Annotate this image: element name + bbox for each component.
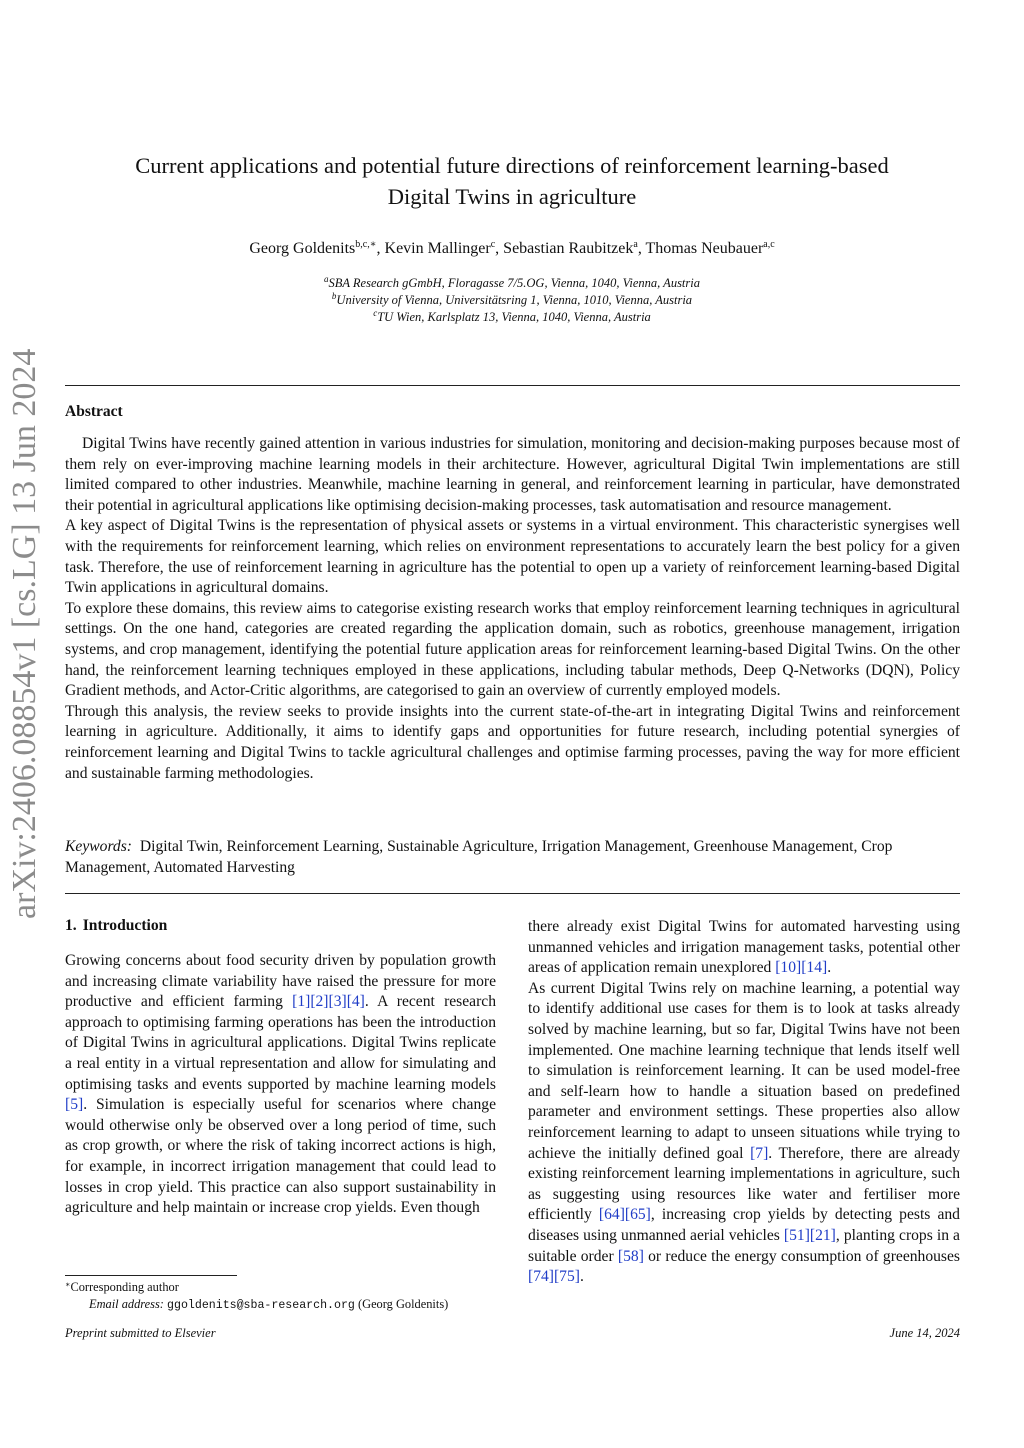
abstract-heading: Abstract (65, 403, 123, 420)
author: Sebastian Raubitzek$^a$, (503, 239, 646, 257)
bottom-divider (65, 893, 960, 894)
footnote-email (65, 1296, 496, 1314)
paper-title (0, 150, 1024, 212)
citation-link[interactable]: [7] (750, 1144, 769, 1162)
footer-date: June 14, 2024 (889, 1326, 960, 1340)
section-title: Introduction (82, 917, 168, 934)
intro-paragraph: Growing concerns about food security driven by population growth and increasing climate variability have raised the pressure for more productive and efficient farming [1][2][3][4]. A recent research approach to optimising farming operations has been the introduction of Digital Twins in agricultural applications. Digital Twins replicate a real entity in a virtual representation and allow for simulating and optimising tasks and events supported by machine learning models [5]. Simulation is especially useful for scenarios where change would otherwise only be observed over a long period of time, such as crop growth, or where the risk of taking incorrect actions is high, for example, in incorrect irrigation management that could lead to losses in crop yield. This practice can also support sustainability in agriculture and help maintain or increase crop yields. Even though (65, 952, 497, 1217)
author-affil-mark: a,c (763, 239, 775, 250)
abstract-paragraph: Digital Twins have recently gained attention in various industries for simulation, monitoring and decision-making purposes because most of them rely on ever-improving machine learning models in their architecture. However, agricultural Digital Twin implementations are still limited compared to other industries. Meanwhile, machine learning in general, and reinforcement learning in particular, have demonstrated their potential in agricultural applications like optimising decision-making processes, task automatisation and resource management. (65, 435, 960, 514)
author: Thomas Neubauer$^{a,c}$ (645, 239, 775, 257)
author-affil-mark: b,c,∗ (355, 239, 377, 250)
affiliation: $^a$SBA Research gGmbH, Floragasse 7/5.OG, Vienna, 1040, Vienna, Austria (324, 274, 700, 290)
abstract-paragraph: Through this analysis, the review seeks to provide insights into the current state-of-the-art in integrating Digital Twins and reinforcement learning in agriculture. Additionally, it aims to identify gaps and opportunities for future research, including potential synergies of reinforcement learning and Digital Twins to tackle agricultural challenges and optimise farming processes, paving the way for more efficient and sustainable farming methodologies. (65, 702, 960, 782)
affiliation-list (0, 275, 1024, 326)
citation-link[interactable]: [21] (809, 1226, 836, 1244)
author: Kevin Mallinger$^c$, (384, 239, 504, 257)
intro-right-column (528, 917, 960, 1288)
footnote-corresponding: ∗Corresponding author (65, 1280, 179, 1294)
citation-link[interactable]: [74] (528, 1268, 554, 1286)
citation-link[interactable]: [14] (801, 959, 828, 977)
citation-link[interactable]: [2] (310, 993, 329, 1011)
citation-link[interactable]: [58] (617, 1247, 644, 1265)
citation-link[interactable]: [4] (346, 993, 365, 1011)
keywords (65, 837, 960, 878)
footnote (65, 1279, 496, 1314)
citation-link[interactable]: [1] (292, 993, 311, 1011)
author-affil-mark: a (633, 239, 638, 250)
section-heading-introduction (65, 917, 167, 935)
abstract-paragraph: To explore these domains, this review aims to categorise existing research works that employ reinforcement learning techniques in agricultural settings. On the one hand, categories are created regarding the application domain, such as robotics, greenhouse management, irrigation systems, and crop management, identifying the potential future application areas for reinforcement learning-based Digital Twins. On the other hand, the reinforcement learning techniques employed in these applications, including tabular methods, Deep Q-Networks (DQN), Policy Gradient methods, and Actor-Critic algorithms, are categorised to gain an overview of currently employed models. (65, 599, 960, 700)
author: Georg Goldenits$^{b,c,∗}$, (249, 239, 385, 257)
citation-link[interactable]: [65] (624, 1206, 651, 1224)
affiliation: $^c$TU Wien, Karlsplatz 13, Vienna, 1040, Vienna, Austria (373, 308, 651, 324)
citation-link[interactable]: [10] (775, 959, 802, 977)
arxiv-stamp: arXiv:2406.08854v1 [cs.LG] 13 Jun 2024 (6, 348, 43, 919)
intro-paragraph: As current Digital Twins rely on machine learning, a potential way to identify additional use cases for them is to look at tasks already solved by machine learning, but so far, Digital Twins have not been implemented. One machine learning technique that lends itself well to simulation is reinforcement learning. It can be used model-free and self-learn how to handle a situation based on predefined parameter and environment settings. These properties also allow reinforcement learning to adapt to unseen situations while trying to achieve the initially defined goal [7]. Therefore, there are already existing reinforcement learning implementations in agriculture, such as suggesting using resources like water and fertiliser more efficiently [64][65], increasing crop yields by detecting pests and diseases using unmanned aerial vehicles [51][21], planting crops in a suitable order [58] or reduce the energy consumption of greenhouses [74][75]. (528, 979, 960, 1286)
author-affil-mark: c (490, 239, 496, 250)
section-number: 1. (65, 917, 77, 934)
email-link[interactable]: ggoldenits@sba-research.org (167, 1299, 355, 1312)
top-divider (65, 385, 960, 386)
email-owner: (Georg Goldenits) (354, 1297, 449, 1311)
citation-link[interactable]: [51] (783, 1226, 810, 1244)
title-line-1: Current applications and potential future directions of reinforcement learning-based (135, 153, 889, 178)
keywords-label: Keywords: (65, 838, 132, 855)
footer-submission-note: Preprint submitted to Elsevier (65, 1326, 216, 1340)
email-label: Email address: (89, 1297, 164, 1311)
title-line-2: Digital Twins in agriculture (387, 184, 637, 209)
intro-left-column (65, 951, 496, 1219)
abstract-paragraph: A key aspect of Digital Twins is the representation of physical assets or systems in a virtual environment. This characteristic synergises well with the requirements for reinforcement learning, which relies on environment representations to accurately learn the best policy for a given task. Therefore, the use of reinforcement learning in agriculture has the potential to open up a variety of reinforcement learning-based Digital Twin applications in agricultural domains. (65, 517, 960, 597)
intro-paragraph: there already exist Digital Twins for automated harvesting using unmanned vehicles and irrigation management tasks, potential other areas of application remain unexplored [10][14]. (528, 918, 960, 977)
author-list (0, 238, 1024, 260)
affiliation: $^b$University of Vienna, Universitätsring 1, Vienna, 1010, Vienna, Austria (331, 291, 693, 307)
citation-link[interactable]: [3] (328, 993, 347, 1011)
citation-link[interactable]: [5] (65, 1096, 84, 1114)
citation-link[interactable]: [75] (553, 1268, 580, 1286)
footnote-divider (65, 1275, 237, 1276)
abstract-body (65, 434, 960, 784)
keywords-text: Digital Twin, Reinforcement Learning, Sustainable Agriculture, Irrigation Management, Greenhouse Management, Crop Management, Automated Harvesting (65, 838, 893, 876)
citation-link[interactable]: [64] (598, 1206, 625, 1224)
